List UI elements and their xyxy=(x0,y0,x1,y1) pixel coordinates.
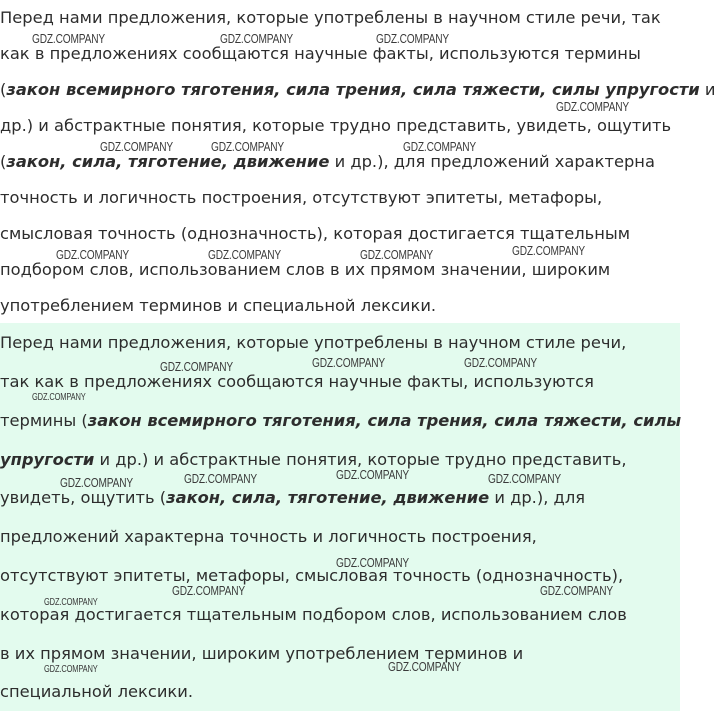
watermark-text: GDZ.COMPANY xyxy=(160,359,234,374)
text-run: отсутствуют эпитеты, метафоры, смысловая точность (однозначность), xyxy=(0,566,624,585)
italic-term: закон, сила, тяготение, движение xyxy=(166,488,490,507)
text-run: подбором слов, использованием слов в их прямом значении, широким xyxy=(0,260,611,279)
text-line xyxy=(0,223,630,245)
text-line xyxy=(0,526,537,548)
watermark-text: GDZ.COMPANY xyxy=(336,467,410,482)
text-run: Перед нами предложения, которые употреблены в научном стиле речи, xyxy=(0,333,627,352)
text-run: как в предложениях сообщаются научные факты, используются термины xyxy=(0,44,641,63)
text-line xyxy=(0,449,627,471)
watermark-text: GDZ.COMPANY xyxy=(184,471,258,486)
text-line xyxy=(0,565,623,587)
italic-term: упругости xyxy=(0,450,95,469)
watermark-text: GDZ.COMPANY xyxy=(540,583,614,598)
text-run: увидеть, ощутить ( xyxy=(0,488,167,507)
text-line xyxy=(0,187,602,209)
watermark-text: GDZ.COMPANY xyxy=(100,139,174,154)
watermark-text: GDZ.COMPANY xyxy=(556,99,630,114)
watermark-text: GDZ.COMPANY xyxy=(403,139,477,154)
text-run: употреблением терминов и специальной лексики. xyxy=(0,296,437,315)
text-line xyxy=(0,7,661,29)
paragraph-plain xyxy=(0,0,715,323)
text-run: в их прямом значении, широким употреблением терминов и xyxy=(0,644,524,663)
text-run: и xyxy=(699,80,715,99)
text-line xyxy=(0,410,681,432)
text-run: смысловая точность (однозначность), которая достигается тщательным xyxy=(0,224,631,243)
watermark-text: GDZ.COMPANY xyxy=(488,471,562,486)
italic-term: закон всемирного тяготения, сила трения, сила тяжести, силы xyxy=(87,411,682,430)
text-run: др.) и абстрактные понятия, которые трудно представить, увидеть, ощутить xyxy=(0,116,672,135)
italic-term: закон всемирного тяготения, сила трения, сила тяжести, силы упругости xyxy=(6,80,700,99)
text-line xyxy=(0,487,585,509)
watermark-text: GDZ.COMPANY xyxy=(44,664,98,675)
watermark-text: GDZ.COMPANY xyxy=(512,243,586,258)
text-line xyxy=(0,681,193,703)
watermark-text: GDZ.COMPANY xyxy=(44,597,98,608)
text-run: Перед нами предложения, которые употреблены в научном стиле речи, так xyxy=(0,8,661,27)
text-run: и др.), для предложений характерна xyxy=(329,152,655,171)
watermark-text: GDZ.COMPANY xyxy=(32,392,86,403)
text-line xyxy=(0,643,523,665)
text-line xyxy=(0,79,715,101)
text-run: ( xyxy=(0,80,7,99)
watermark-text: GDZ.COMPANY xyxy=(220,31,294,46)
watermark-text: GDZ.COMPANY xyxy=(360,247,434,262)
watermark-text: GDZ.COMPANY xyxy=(336,555,410,570)
text-run: предложений характерна точность и логичность построения, xyxy=(0,527,537,546)
text-line xyxy=(0,151,655,173)
text-run: ( xyxy=(0,152,7,171)
text-run: и др.), для xyxy=(489,488,586,507)
watermark-text: GDZ.COMPANY xyxy=(211,139,285,154)
text-line xyxy=(0,295,436,317)
watermark-text: GDZ.COMPANY xyxy=(172,583,246,598)
watermark-text: GDZ.COMPANY xyxy=(376,31,450,46)
text-line xyxy=(0,115,671,137)
text-line xyxy=(0,604,627,626)
text-line xyxy=(0,371,594,393)
text-run: точность и логичность построения, отсутствуют эпитеты, метафоры, xyxy=(0,188,603,207)
text-run: так как в предложениях сообщаются научные факты, используются xyxy=(0,372,594,391)
watermark-text: GDZ.COMPANY xyxy=(208,247,282,262)
text-line xyxy=(0,259,610,281)
text-run: и др.) и абстрактные понятия, которые трудно представить, xyxy=(94,450,627,469)
text-run: которая достигается тщательным подбором слов, использованием слов xyxy=(0,605,627,624)
italic-term: закон, сила, тяготение, движение xyxy=(6,152,330,171)
paragraph-highlighted xyxy=(0,323,680,711)
watermark-text: GDZ.COMPANY xyxy=(56,247,130,262)
watermark-text: GDZ.COMPANY xyxy=(32,31,106,46)
watermark-text: GDZ.COMPANY xyxy=(464,355,538,370)
text-run: специальной лексики. xyxy=(0,682,193,701)
watermark-text: GDZ.COMPANY xyxy=(60,475,134,490)
text-line xyxy=(0,43,641,65)
text-run: термины ( xyxy=(0,411,88,430)
watermark-text: GDZ.COMPANY xyxy=(312,355,386,370)
text-line xyxy=(0,332,626,354)
watermark-text: GDZ.COMPANY xyxy=(388,659,462,674)
